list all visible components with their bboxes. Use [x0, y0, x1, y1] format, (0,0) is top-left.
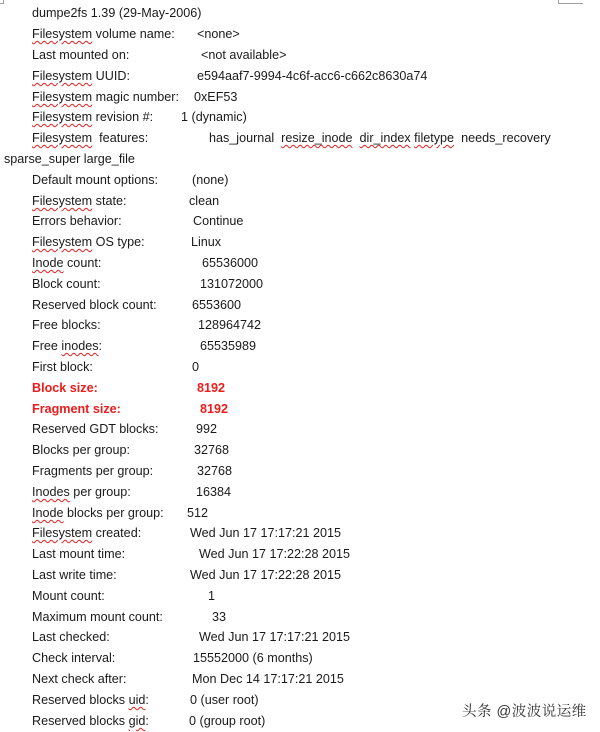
field-maximum-mount-count: Maximum mount count: 33 — [0, 607, 600, 628]
field-value: 32768 — [197, 464, 233, 478]
field-last-checked: Last checked: Wed Jun 17 17:17:21 2015 — [0, 627, 600, 648]
field-state: Filesystem state: clean — [0, 191, 600, 212]
field-inodes-per-group: Inodes per group: 16384 — [0, 482, 600, 503]
field-value: 0 (user root) — [190, 693, 259, 707]
field-value: 8192 — [197, 381, 226, 395]
field-value: Wed Jun 17 17:22:28 2015 — [199, 547, 351, 561]
field-reserved-blocks-gid: Reserved blocks gid: 0 (group root) — [0, 711, 600, 732]
field-created: Filesystem created: Wed Jun 17 17:17:21 2015 — [0, 523, 600, 544]
field-value: Wed Jun 17 17:17:21 2015 — [190, 526, 342, 540]
field-value: Mon Dec 14 17:17:21 2015 — [192, 672, 344, 686]
field-last-write-time: Last write time: Wed Jun 17 17:22:28 2015 — [0, 565, 600, 586]
field-magic-number: Filesystem magic number: 0xEF53 — [0, 87, 600, 108]
field-value: <none> — [197, 27, 240, 41]
field-value: e594aaf7-9994-4c6f-acc6-c662c8630a74 — [197, 69, 428, 83]
watermark: 头条 @波波说运维 — [462, 704, 587, 720]
field-reserved-gdt-blocks: Reserved GDT blocks: 992 — [0, 419, 600, 440]
field-default-mount-options: Default mount options: (none) — [0, 170, 600, 191]
field-revision: Filesystem revision #: 1 (dynamic) — [0, 107, 600, 128]
field-os-type: Filesystem OS type: Linux — [0, 232, 600, 253]
field-value: 65536000 — [202, 256, 259, 270]
field-last-mounted-on: Last mounted on: <not available> — [0, 45, 600, 66]
field-value: 6553600 — [192, 298, 242, 312]
field-free-blocks: Free blocks: 128964742 — [0, 315, 600, 336]
field-value: clean — [189, 194, 220, 208]
field-value: 16384 — [196, 485, 232, 499]
header-line — [0, 3, 600, 24]
field-value: 15552000 (6 months) — [193, 651, 313, 665]
field-mount-count: Mount count: 1 — [0, 586, 600, 607]
field-fragment-size-highlighted: Fragment size: 8192 — [0, 399, 600, 420]
field-value: Continue — [193, 214, 244, 228]
field-value: (none) — [192, 173, 229, 187]
field-value: 0 (group root) — [189, 714, 266, 728]
field-value: Linux — [191, 235, 222, 249]
field-uuid: Filesystem UUID: e594aaf7-9994-4c6f-acc6-c662c8630a74 — [0, 66, 600, 87]
field-value: 33 — [212, 610, 227, 624]
field-last-mount-time: Last mount time: Wed Jun 17 17:22:28 2015 — [0, 544, 600, 565]
field-reserved-block-count: Reserved block count: 6553600 — [0, 295, 600, 316]
dumpe2fs-version: dumpe2fs 1.39 (29-May-2006) — [32, 6, 202, 20]
field-features: Filesystem features: has_journal resize_inode dir_index filetype needs_recovery — [0, 128, 600, 149]
field-reserved-blocks-uid: Reserved blocks uid: 0 (user root) — [0, 690, 600, 711]
field-value: 1 — [208, 589, 216, 603]
field-value: 128964742 — [198, 318, 262, 332]
field-free-inodes: Free inodes: 65535989 — [0, 336, 600, 357]
field-value: 131072000 — [200, 277, 264, 291]
field-block-count: Block count: 131072000 — [0, 274, 600, 295]
field-value: 65535989 — [200, 339, 257, 353]
field-blocks-per-group: Blocks per group: 32768 — [0, 440, 600, 461]
field-first-block: First block: 0 — [0, 357, 600, 378]
field-value: 0xEF53 — [194, 90, 238, 104]
field-value: 32768 — [194, 443, 230, 457]
field-value: 992 — [196, 422, 218, 436]
field-errors-behavior: Errors behavior: Continue — [0, 211, 600, 232]
field-volume-name: Filesystem volume name: <none> — [0, 24, 600, 45]
field-block-size-highlighted: Block size: 8192 — [0, 378, 600, 399]
field-value: <not available> — [201, 48, 287, 62]
features-continuation: sparse_super large_file — [4, 152, 135, 166]
field-value: Wed Jun 17 17:17:21 2015 — [199, 630, 351, 644]
field-next-check-after: Next check after: Mon Dec 14 17:17:21 2015 — [0, 669, 600, 690]
field-value: 512 — [187, 506, 209, 520]
field-inode-count: Inode count: 65536000 — [0, 253, 600, 274]
field-value: 1 (dynamic) — [181, 110, 247, 124]
field-value: Wed Jun 17 17:22:28 2015 — [190, 568, 342, 582]
field-fragments-per-group: Fragments per group: 32768 — [0, 461, 600, 482]
field-inode-blocks-per-group: Inode blocks per group: 512 — [0, 503, 600, 524]
field-check-interval: Check interval: 15552000 (6 months) — [0, 648, 600, 669]
field-value: 0 — [192, 360, 200, 374]
field-value: 8192 — [200, 402, 229, 416]
features-list: has_journal resize_inode dir_index filetype needs_recovery — [209, 131, 551, 145]
